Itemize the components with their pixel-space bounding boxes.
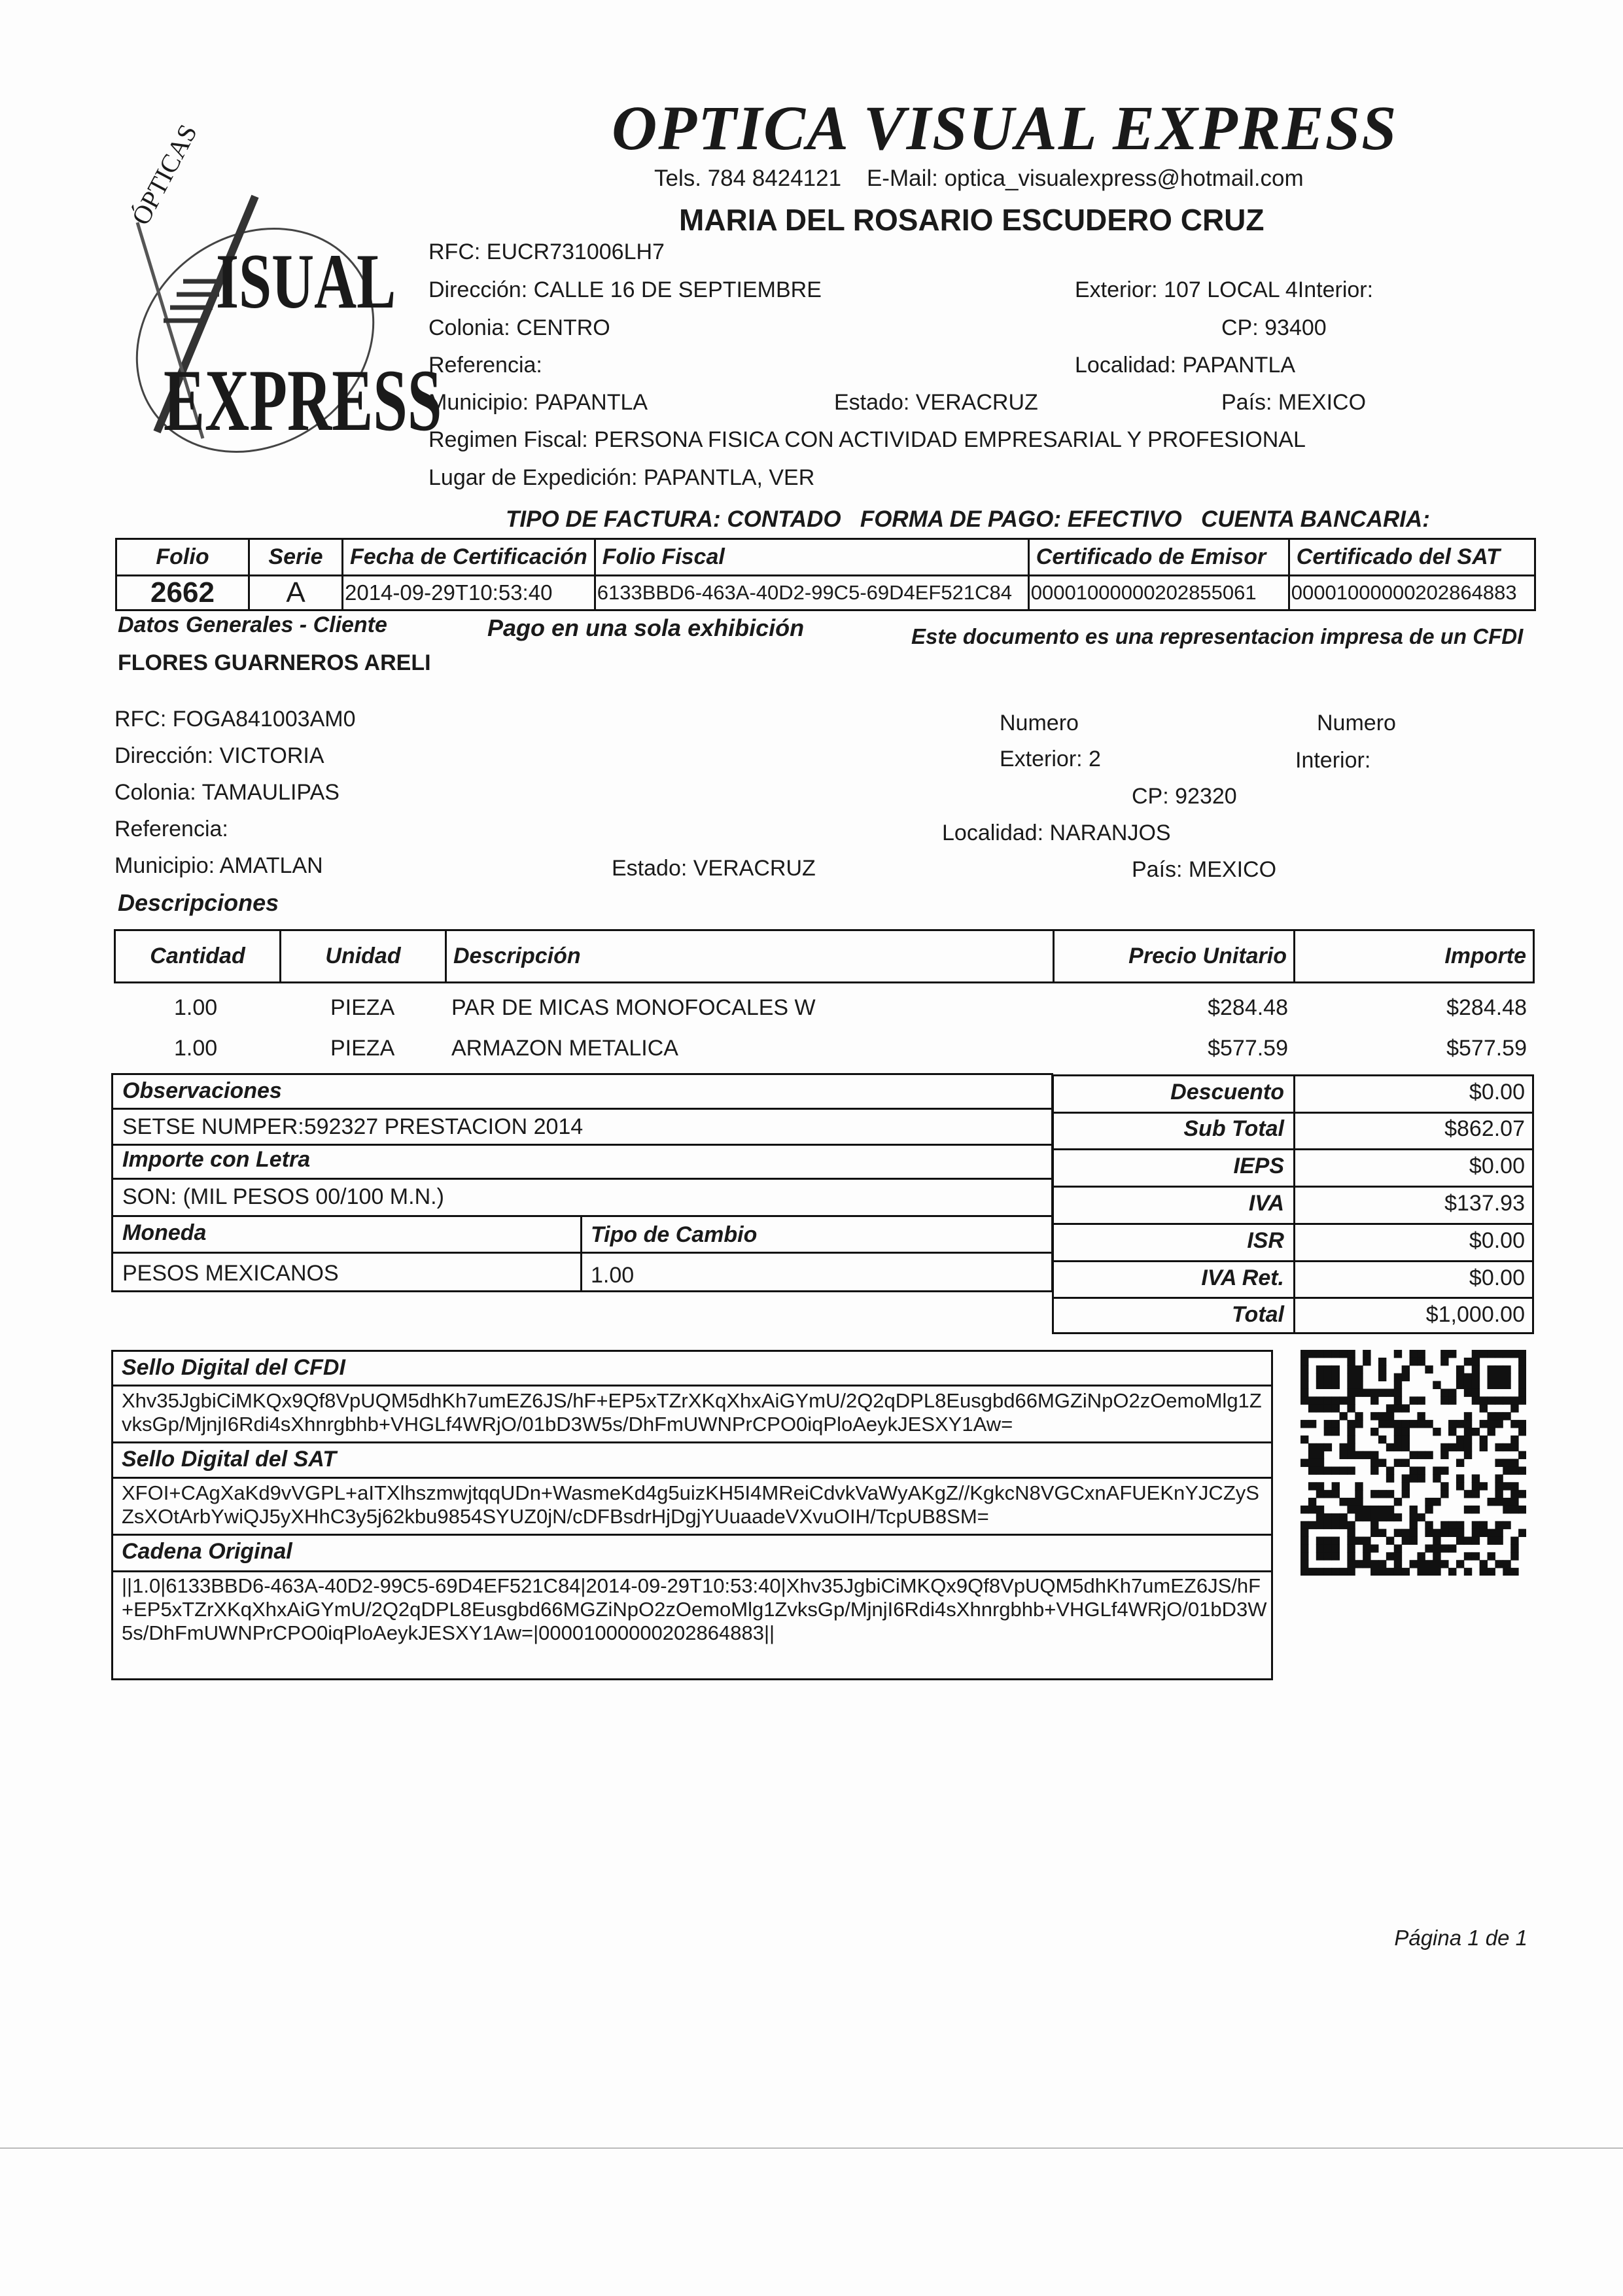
tipo-cambio-label: Tipo de Cambio bbox=[591, 1222, 758, 1247]
unidad-header: Unidad bbox=[281, 930, 446, 983]
iva-value: $137.93 bbox=[1444, 1191, 1525, 1216]
company-title: OPTICA VISUAL EXPRESS bbox=[612, 93, 1398, 163]
cert-sat-value: 00001000000202864883 bbox=[1289, 576, 1535, 610]
fecha-value: 2014-09-29T10:53:40 bbox=[343, 576, 595, 610]
issuer-lugar: Lugar de Expedición: PAPANTLA, VER bbox=[428, 465, 815, 490]
item-1-descripcion: PAR DE MICAS MONOFOCALES W bbox=[451, 995, 816, 1020]
logo-text-opticas: ÓPTICAS bbox=[126, 119, 203, 230]
item-2-unidad: PIEZA bbox=[330, 1036, 395, 1061]
client-municipio: Municipio: AMATLAN bbox=[114, 853, 323, 878]
client-estado: Estado: VERACRUZ bbox=[612, 856, 816, 881]
issuer-direccion: Dirección: CALLE 16 DE SEPTIEMBRE bbox=[428, 277, 822, 302]
tipo-cambio-value: 1.00 bbox=[591, 1263, 635, 1288]
client-rfc: RFC: FOGA841003AM0 bbox=[114, 707, 356, 732]
item-1-cantidad: 1.00 bbox=[174, 995, 218, 1020]
client-direccion: Dirección: VICTORIA bbox=[114, 743, 324, 768]
qr-code bbox=[1300, 1350, 1526, 1576]
client-name: FLORES GUARNEROS ARELI bbox=[118, 650, 431, 675]
item-2-precio: $577.59 bbox=[1208, 1036, 1288, 1061]
sello-cfdi-value: Xhv35JgbiCiMKQx9Qf8VpUQM5dhKh7umEZ6JS/hF+EP5xTZrXKqXhxAiGYmU/2Q2qDPL8Eusgbd66MGZiNpO2zOemoMlg1ZvksGp/MjnjI6Rdi4sXhnrgbhb+VHGLf4WRjO/01bD3W5s/DhFmUWNPrCPO0iqPloAeykJESXY1Aw= bbox=[122, 1389, 1262, 1436]
observaciones-label: Observaciones bbox=[122, 1078, 282, 1103]
item-1-importe: $284.48 bbox=[1446, 995, 1527, 1020]
page-number: Página 1 de 1 bbox=[1394, 1926, 1527, 1950]
pago-label: Pago en una sola exhibición bbox=[487, 614, 805, 641]
importe-letra-label: Importe con Letra bbox=[122, 1147, 311, 1172]
iva-ret-value: $0.00 bbox=[1469, 1265, 1525, 1290]
item-2-importe: $577.59 bbox=[1446, 1036, 1527, 1061]
logo bbox=[118, 119, 442, 458]
tipo-factura: TIPO DE FACTURA: CONTADO FORMA DE PAGO: EFECTIVO CUENTA BANCARIA: bbox=[506, 506, 1430, 532]
page-bottom-rule bbox=[0, 2147, 1623, 2149]
iva-ret-label: IVA Ret. bbox=[1201, 1265, 1284, 1290]
client-pais: País: MEXICO bbox=[1132, 857, 1277, 882]
descripciones-label: Descripciones bbox=[118, 889, 279, 916]
client-numero-int-label: Numero bbox=[1317, 711, 1396, 735]
folio-fiscal-header: Folio Fiscal bbox=[595, 539, 1028, 576]
item-1-precio: $284.48 bbox=[1208, 995, 1288, 1020]
issuer-estado: Estado: VERACRUZ bbox=[834, 390, 1038, 415]
issuer-referencia: Referencia: bbox=[428, 353, 542, 378]
item-2-descripcion: ARMAZON METALICA bbox=[451, 1036, 678, 1061]
cert-emisor-header: Certificado de Emisor bbox=[1028, 539, 1289, 576]
sello-sat-label: Sello Digital del SAT bbox=[122, 1447, 337, 1472]
iva-label: IVA bbox=[1248, 1191, 1284, 1216]
observaciones-value: SETSE NUMPER:592327 PRESTACION 2014 bbox=[122, 1114, 584, 1139]
importe-letra-value: SON: (MIL PESOS 00/100 M.N.) bbox=[122, 1184, 444, 1209]
precio-header: Precio Unitario bbox=[1054, 930, 1295, 983]
folio-header: Folio bbox=[116, 539, 249, 576]
moneda-value: PESOS MEXICANOS bbox=[122, 1261, 339, 1286]
cantidad-header: Cantidad bbox=[115, 930, 281, 983]
cfdi-note: Este documento es una representacion impresa de un CFDI bbox=[911, 624, 1524, 648]
importe-header: Importe bbox=[1295, 930, 1534, 983]
isr-value: $0.00 bbox=[1469, 1228, 1525, 1253]
issuer-municipio: Municipio: PAPANTLA bbox=[428, 390, 648, 415]
cert-sat-header: Certificado del SAT bbox=[1289, 539, 1535, 576]
logo-text-express: EXPRESS bbox=[164, 352, 442, 450]
ieps-label: IEPS bbox=[1233, 1154, 1284, 1178]
issuer-colonia: Colonia: CENTRO bbox=[428, 315, 610, 340]
client-section-label: Datos Generales - Cliente bbox=[118, 612, 387, 637]
client-exterior: Exterior: 2 bbox=[1000, 747, 1101, 771]
item-1-unidad: PIEZA bbox=[330, 995, 395, 1020]
contact-line: Tels. 784 8424121 E-Mail: optica_visualexpress@hotmail.com bbox=[654, 166, 1304, 191]
client-localidad: Localidad: NARANJOS bbox=[942, 821, 1171, 845]
observaciones-box bbox=[111, 1073, 1053, 1292]
subtotal-value: $862.07 bbox=[1444, 1116, 1525, 1141]
item-2-cantidad: 1.00 bbox=[174, 1036, 218, 1061]
items-table bbox=[114, 929, 1535, 983]
issuer-rfc: RFC: EUCR731006LH7 bbox=[428, 239, 665, 264]
issuer-cp: CP: 93400 bbox=[1221, 315, 1327, 340]
serie-value: A bbox=[249, 576, 343, 610]
descripcion-header: Descripción bbox=[446, 930, 1054, 983]
cadena-original-value: ||1.0|6133BBD6-463A-40D2-99C5-69D4EF521C84|2014-09-29T10:53:40|Xhv35JgbiCiMKQx9Qf8VpUQM5dhKh7umEZ6JS/hF+EP5xTZrXKqXhxAiGYmU/2Q2qDPL8Eusgbd66MGZiNpO2zOemoMlg1ZvksGp/MjnjI6Rdi4sXhnrgbhb+VHGLf4WRjO/01bD3W5s/DhFmUWNPrCPO0iqPloAeykJESXY1Aw=|00001000000202864883|| bbox=[122, 1574, 1267, 1644]
client-colonia: Colonia: TAMAULIPAS bbox=[114, 780, 340, 805]
issuer-localidad: Localidad: PAPANTLA bbox=[1075, 353, 1296, 378]
issuer-pais: País: MEXICO bbox=[1221, 390, 1367, 415]
folio-table bbox=[115, 538, 1536, 611]
issuer-regimen: Regimen Fiscal: PERSONA FISICA CON ACTIVIDAD EMPRESARIAL Y PROFESIONAL bbox=[428, 427, 1306, 452]
ieps-value: $0.00 bbox=[1469, 1154, 1525, 1178]
total-value: $1,000.00 bbox=[1425, 1302, 1525, 1327]
total-label: Total bbox=[1232, 1302, 1284, 1327]
descuento-value: $0.00 bbox=[1469, 1080, 1525, 1104]
cadena-original-label: Cadena Original bbox=[122, 1539, 292, 1564]
cert-emisor-value: 00001000000202855061 bbox=[1028, 576, 1289, 610]
client-referencia: Referencia: bbox=[114, 817, 228, 841]
subtotal-label: Sub Total bbox=[1183, 1116, 1284, 1141]
serie-header: Serie bbox=[249, 539, 343, 576]
sello-cfdi-label: Sello Digital del CFDI bbox=[122, 1355, 345, 1380]
issuer-name: MARIA DEL ROSARIO ESCUDERO CRUZ bbox=[679, 203, 1265, 237]
qr-code-graphic bbox=[1300, 1350, 1526, 1576]
client-interior: Interior: bbox=[1295, 748, 1371, 773]
client-numero-ext-label: Numero bbox=[1000, 711, 1079, 735]
descuento-label: Descuento bbox=[1170, 1080, 1284, 1104]
folio-value: 2662 bbox=[116, 576, 249, 610]
isr-label: ISR bbox=[1247, 1228, 1284, 1253]
fecha-header: Fecha de Certificación bbox=[343, 539, 595, 576]
moneda-label: Moneda bbox=[122, 1220, 207, 1245]
sello-sat-value: XFOI+CAgXaKd9vVGPL+aITXlhszmwjtqqUDn+WasmeKd4g5uizKH5I4MReiCdvkVaWyAKgZ//KgkcN8VGCxnAFUEKnYJCZySZsXOtArbYwiQJ5yXHhC3y5j62kbu9854SYUZ0jN/cDFBsdrHjDgjYUuaadeVXvuOIH/TcpUB8SM= bbox=[122, 1481, 1259, 1528]
issuer-exterior: Exterior: 107 LOCAL 4Interior: bbox=[1075, 277, 1374, 302]
client-cp: CP: 92320 bbox=[1132, 784, 1237, 809]
folio-fiscal-value: 6133BBD6-463A-40D2-99C5-69D4EF521C84 bbox=[595, 576, 1028, 610]
logo-text-isual: ISUAL bbox=[216, 238, 396, 325]
